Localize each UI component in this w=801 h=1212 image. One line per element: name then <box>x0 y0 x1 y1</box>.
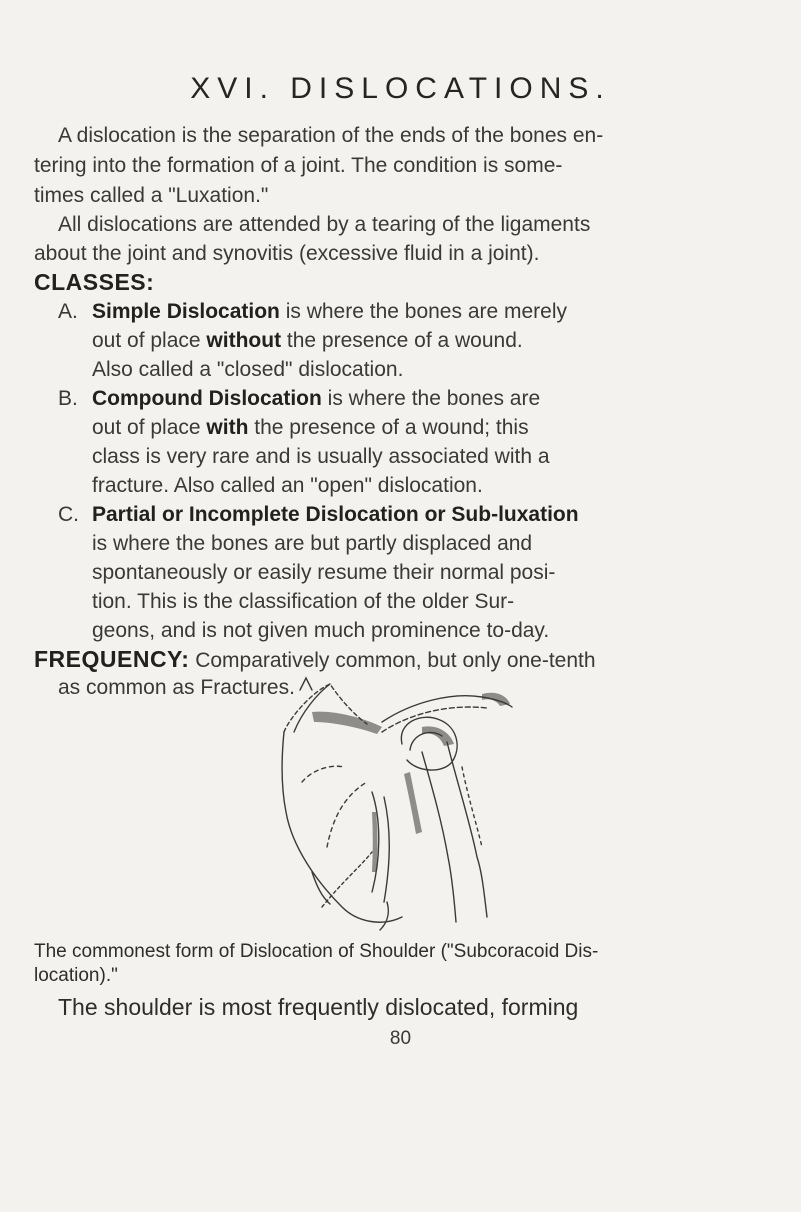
intro-line-2: tering into the formation of a joint. The condition is some- <box>34 154 563 177</box>
class-a-line-3: Also called a "closed" dislocation. <box>92 358 404 381</box>
frequency-line-1 <box>34 647 596 673</box>
class-a-line-2 <box>92 329 523 353</box>
figure-caption-line-2: location)." <box>34 965 118 986</box>
class-c-line-5: geons, and is not given much prominence to-day. <box>92 619 550 642</box>
class-c-line-4: tion. This is the classification of the older Sur- <box>92 590 515 613</box>
classes-heading: CLASSES: <box>34 269 155 295</box>
class-c-line-3: spontaneously or easily resume their normal posi- <box>92 561 556 584</box>
shoulder-dislocation-illustration-icon <box>272 672 534 932</box>
class-a-term: Simple Dislocation <box>92 300 280 323</box>
frequency-line-2: as common as Fractures. <box>58 676 295 699</box>
intro-line-3: times called a "Luxation." <box>34 184 269 207</box>
class-b-term: Compound Dislocation <box>92 387 322 410</box>
frequency-line-1-rest: Comparatively common, but only one-tenth <box>189 649 596 672</box>
intro-line-5: about the joint and synovitis (excessive fluid in a joint). <box>34 242 540 265</box>
frequency-heading: FREQUENCY: <box>34 646 190 672</box>
class-b-line-2-post: the presence of a wound; this <box>248 416 529 439</box>
figure-caption-line-1: The commonest form of Dislocation of Shoulder ("Subcoracoid Dis- <box>34 941 599 962</box>
class-a-line-1-rest: is where the bones are merely <box>279 300 568 323</box>
class-c-line-2: is where the bones are but partly displaced and <box>92 532 533 555</box>
class-b-line-4: fracture. Also called an "open" dislocation. <box>92 474 483 497</box>
closing-line: The shoulder is most frequently dislocated, forming <box>58 994 579 1020</box>
class-b-with: with <box>206 416 249 439</box>
class-b-line-1 <box>92 387 540 411</box>
class-b-line-2-pre: out of place <box>92 416 207 439</box>
class-b-letter: B. <box>58 387 78 410</box>
class-a-letter: A. <box>58 300 78 323</box>
page-number: 80 <box>389 1028 412 1049</box>
class-a-line-2-post: the presence of a wound. <box>281 329 523 352</box>
intro-line-4: All dislocations are attended by a tearing of the ligaments <box>58 213 591 236</box>
chapter-title: XVI. DISLOCATIONS. <box>190 72 611 105</box>
class-c-term: Partial or Incomplete Dislocation or Sub-luxation <box>92 503 579 526</box>
class-b-line-1-rest: is where the bones are <box>321 387 541 410</box>
class-a-without: without <box>206 329 282 352</box>
class-b-line-3: class is very rare and is usually associated with a <box>92 445 550 468</box>
class-a-line-2-pre: out of place <box>92 329 207 352</box>
class-c-letter: C. <box>58 503 79 526</box>
class-b-line-2 <box>92 416 529 440</box>
intro-line-1: A dislocation is the separation of the ends of the bones en- <box>58 124 604 147</box>
class-a-line-1 <box>92 300 567 324</box>
